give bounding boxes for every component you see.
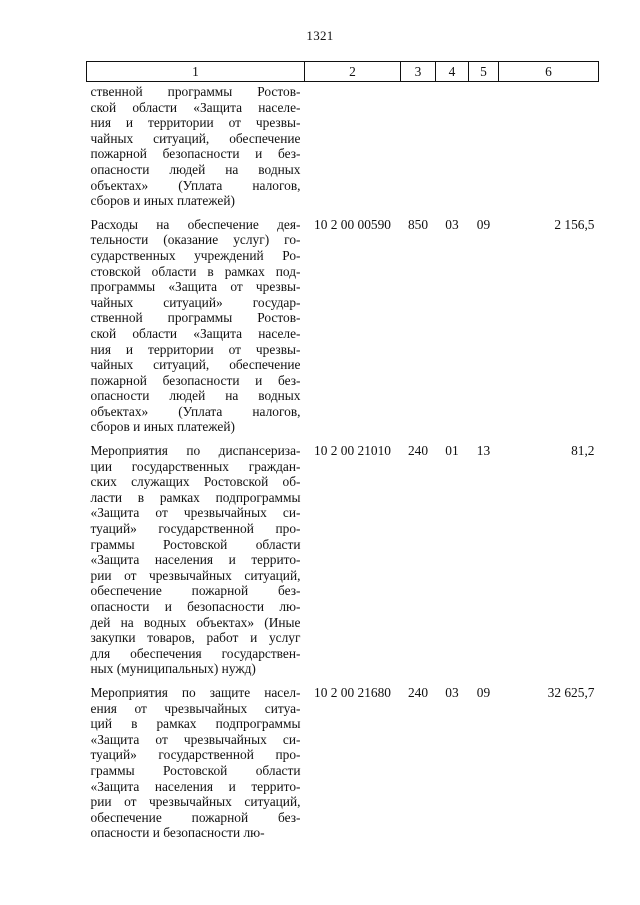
row-expense-type: 240: [407, 684, 429, 700]
description-line: программы «Защита от чрезвы-: [90, 279, 301, 295]
description-line: чайных ситуаций» государ-: [90, 294, 301, 310]
row-subsection: 09: [476, 684, 491, 700]
table-body: [87, 82, 599, 846]
row-target-code: [305, 82, 401, 214]
description-line: чайных ситуаций, обеспечение: [90, 130, 301, 146]
row-description: [87, 440, 305, 682]
row-target-code: 10 2 00 00590: [314, 216, 391, 232]
table-row: [87, 440, 599, 682]
row-section: 01: [445, 443, 459, 459]
column-header-6: 6: [499, 62, 599, 82]
row-description: [87, 214, 305, 440]
description-line: чайных ситуаций, обеспечение: [90, 357, 301, 373]
row-expense-type: 850: [407, 216, 429, 232]
description-line: опасности людей на водных: [90, 161, 301, 177]
description-line: «Защита населения и террито-: [90, 778, 301, 794]
description-line: «Защита населения и террито-: [90, 552, 301, 568]
description-line: туаций» государственной про-: [90, 521, 301, 537]
description-line: дей на водных объектах» (Иные: [90, 614, 301, 630]
description-line: ских служащих Ростовской об-: [90, 474, 301, 490]
description-line: для обеспечения государствен-: [90, 645, 301, 661]
description-line: ласти в рамках подпрограммы: [90, 489, 301, 505]
description-line: обеспечение пожарной без-: [90, 583, 301, 599]
column-header-3: 3: [401, 62, 436, 82]
row-amount: [499, 82, 599, 214]
table-row: [87, 214, 599, 440]
table-row: [87, 682, 599, 846]
description-line: закупки товаров, работ и услуг: [90, 630, 301, 646]
description-line: стовской области в рамках под-: [90, 263, 301, 279]
description-line: ской области «Защита населе-: [90, 99, 301, 115]
row-section: 03: [445, 216, 459, 232]
column-header-4: 4: [436, 62, 469, 82]
budget-table: [86, 61, 599, 846]
row-subsection: 09: [476, 216, 491, 232]
table-row: [87, 82, 599, 214]
description-line: опасности и безопасности лю-: [90, 599, 301, 614]
description-line: рии от чрезвычайных ситуаций,: [90, 794, 301, 810]
description-line: туаций» государственной про-: [90, 747, 301, 763]
row-expense-type: [401, 82, 436, 214]
row-amount: 81,2: [571, 443, 595, 459]
description-line: сударственных учреждений Ро-: [90, 247, 301, 263]
page-number: 1321: [306, 28, 334, 43]
description-line: ния и территории от чрезвы-: [90, 115, 301, 131]
row-amount: 2 156,5: [554, 216, 595, 232]
row-section: 03: [445, 684, 459, 700]
description-line: ской области «Защита населе-: [90, 325, 301, 341]
description-line: граммы Ростовской области: [90, 536, 301, 552]
row-target-code: 10 2 00 21010: [314, 443, 391, 459]
description-line: опасности и безопасности лю-: [90, 825, 265, 841]
header-row: [87, 62, 599, 82]
description-line: обеспечение пожарной без-: [90, 809, 301, 825]
description-line: пожарной безопасности и без-: [90, 372, 301, 388]
row-section: [436, 82, 469, 214]
column-header-2: 2: [305, 62, 401, 82]
column-header-1: 1: [87, 62, 305, 82]
description-line: «Защита от чрезвычайных си-: [90, 505, 301, 521]
row-description: [87, 82, 305, 214]
row-amount: 32 625,7: [547, 684, 595, 700]
description-line: ственной программы Ростов-: [90, 310, 301, 326]
description-line: рии от чрезвычайных ситуаций,: [90, 567, 301, 583]
description-line: ния и территории от чрезвы-: [90, 341, 301, 357]
description-line: ения от чрезвычайных ситуа-: [90, 700, 301, 716]
description-line: Расходы на обеспечение дея-: [90, 216, 301, 232]
description-line: объектах» (Уплата налогов,: [90, 403, 301, 419]
description-line: граммы Ростовской области: [90, 762, 301, 778]
description-line: пожарной безопасности и без-: [90, 146, 301, 162]
description-line: ных (муниципальных) нужд): [90, 661, 256, 677]
description-line: Мероприятия по диспансериза-: [90, 443, 301, 459]
description-line: Мероприятия по защите насел-: [90, 684, 301, 700]
column-header-5: 5: [469, 62, 499, 82]
description-line: ции государственных граждан-: [90, 458, 301, 474]
row-target-code: 10 2 00 21680: [314, 684, 391, 700]
description-line: объектах» (Уплата налогов,: [90, 177, 301, 193]
description-line: тельности (оказание услуг) го-: [90, 232, 301, 248]
description-line: сборов и иных платежей): [90, 193, 235, 209]
row-subsection: [469, 82, 499, 214]
description-line: сборов и иных платежей): [90, 419, 235, 435]
description-line: опасности людей на водных: [90, 388, 301, 404]
row-expense-type: 240: [407, 443, 429, 459]
row-subsection: 13: [476, 443, 491, 459]
description-line: ций в рамках подпрограммы: [90, 716, 301, 732]
description-line: ственной программы Ростов-: [90, 84, 301, 99]
row-description: [87, 682, 305, 846]
description-line: «Защита от чрезвычайных си-: [90, 731, 301, 747]
